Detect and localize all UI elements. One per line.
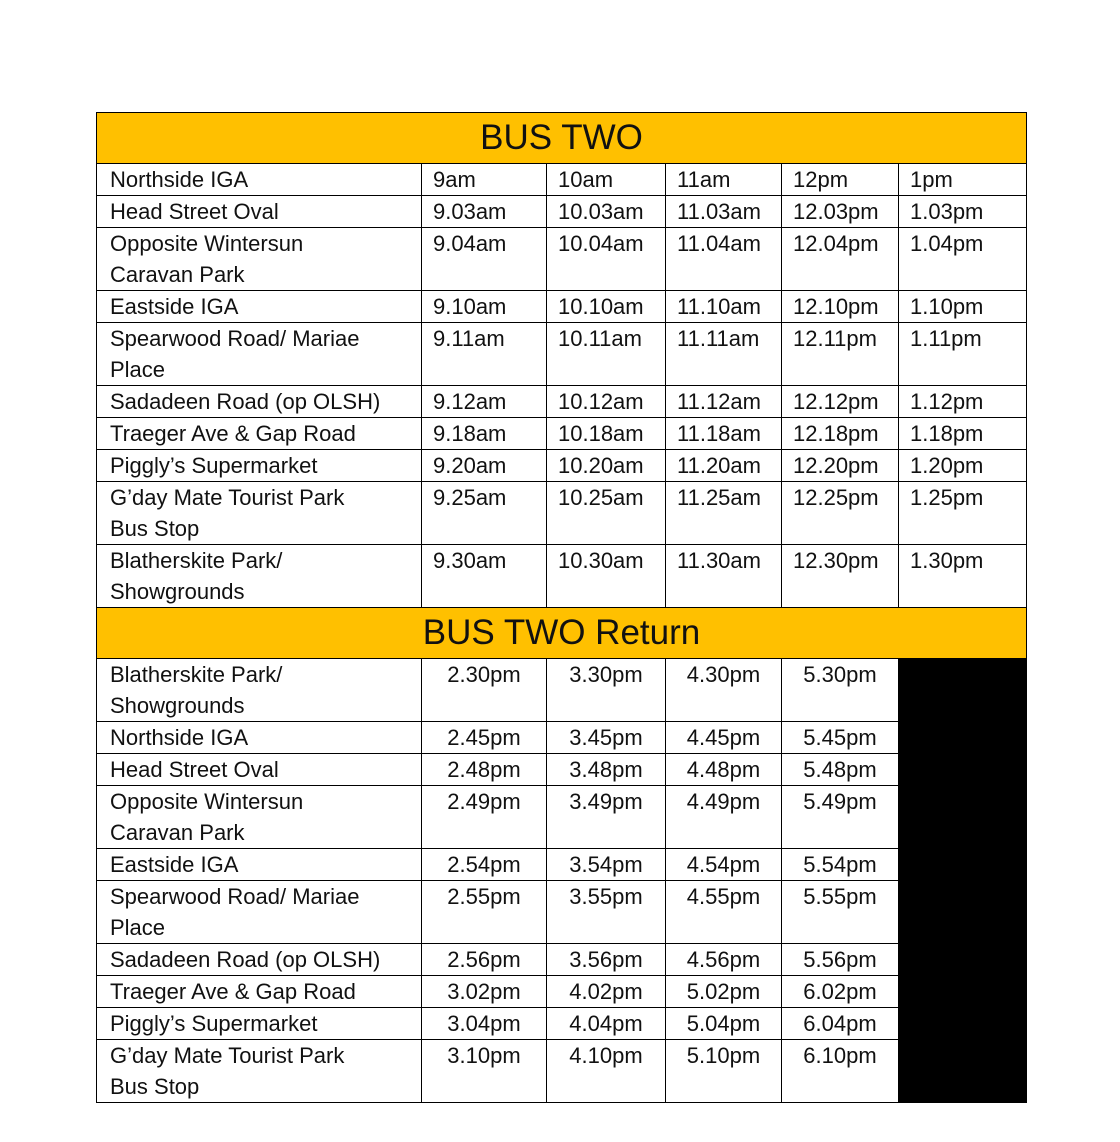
blackout-cell (899, 1008, 1027, 1040)
stop-time: 9.03am (422, 196, 547, 228)
stop-time: 11.20am (666, 450, 782, 482)
stop-time: 12.10pm (782, 291, 899, 323)
stop-name: Traeger Ave & Gap Road (97, 418, 422, 450)
stop-time: 3.10pm (422, 1040, 547, 1103)
table-row (97, 196, 1027, 228)
stop-time: 11.25am (666, 482, 782, 545)
stop-time: 5.02pm (666, 976, 782, 1008)
table-row (97, 849, 1027, 881)
stop-time: 3.04pm (422, 1008, 547, 1040)
table-row (97, 1008, 1027, 1040)
table-row (97, 722, 1027, 754)
stop-time: 2.56pm (422, 944, 547, 976)
stop-time: 9.04am (422, 228, 547, 291)
stop-time: 3.02pm (422, 976, 547, 1008)
stop-time: 4.54pm (666, 849, 782, 881)
stop-time: 2.30pm (422, 659, 547, 722)
stop-time: 9.30am (422, 545, 547, 608)
table-row (97, 450, 1027, 482)
table-row (97, 323, 1027, 386)
stop-time: 12.12pm (782, 386, 899, 418)
stop-time: 6.02pm (782, 976, 899, 1008)
stop-time: 4.02pm (547, 976, 666, 1008)
stop-time: 3.49pm (547, 786, 666, 849)
stop-name: Blatherskite Park/ Showgrounds (97, 545, 422, 608)
table-row (97, 659, 1027, 722)
stop-time: 2.54pm (422, 849, 547, 881)
stop-time: 3.45pm (547, 722, 666, 754)
stop-name: Eastside IGA (97, 849, 422, 881)
stop-time: 3.48pm (547, 754, 666, 786)
stop-time: 10.11am (547, 323, 666, 386)
table-row (97, 482, 1027, 545)
stop-time: 10.10am (547, 291, 666, 323)
stop-time: 3.30pm (547, 659, 666, 722)
stop-name: Northside IGA (97, 722, 422, 754)
stop-time: 11.11am (666, 323, 782, 386)
stop-time: 9.10am (422, 291, 547, 323)
table-row (97, 228, 1027, 291)
bus-two-departure-row (97, 164, 1027, 196)
stop-time: 5.55pm (782, 881, 899, 944)
stop-time: 5.48pm (782, 754, 899, 786)
blackout-cell (899, 786, 1027, 849)
departure-hour: 1pm (899, 164, 1027, 196)
bus-two-return-title: BUS TWO Return (97, 608, 1027, 659)
stop-time: 5.30pm (782, 659, 899, 722)
departure-hour: 9am (422, 164, 547, 196)
table-row (97, 291, 1027, 323)
stop-time: 4.10pm (547, 1040, 666, 1103)
stop-time: 10.18am (547, 418, 666, 450)
stop-time: 1.20pm (899, 450, 1027, 482)
stop-name: Sadadeen Road (op OLSH) (97, 944, 422, 976)
stop-name: Head Street Oval (97, 754, 422, 786)
stop-time: 11.04am (666, 228, 782, 291)
table-row (97, 386, 1027, 418)
stop-time: 11.18am (666, 418, 782, 450)
stop-time: 12.30pm (782, 545, 899, 608)
stop-time: 10.03am (547, 196, 666, 228)
table-row (97, 1040, 1027, 1103)
bus-timetable (96, 112, 1027, 1103)
stop-time: 11.12am (666, 386, 782, 418)
stop-name: Head Street Oval (97, 196, 422, 228)
stop-time: 11.10am (666, 291, 782, 323)
stop-time: 1.11pm (899, 323, 1027, 386)
stop-name: Opposite Wintersun Caravan Park (97, 786, 422, 849)
departure-hour: 11am (666, 164, 782, 196)
stop-time: 9.18am (422, 418, 547, 450)
stop-name: Piggly’s Supermarket (97, 450, 422, 482)
table-row (97, 881, 1027, 944)
stop-time: 12.11pm (782, 323, 899, 386)
stop-time: 5.56pm (782, 944, 899, 976)
stop-time: 6.04pm (782, 1008, 899, 1040)
table-row (97, 545, 1027, 608)
stop-time: 1.18pm (899, 418, 1027, 450)
blackout-cell (899, 659, 1027, 722)
stop-time: 10.04am (547, 228, 666, 291)
stop-name: Opposite Wintersun Caravan Park (97, 228, 422, 291)
stop-time: 3.56pm (547, 944, 666, 976)
stop-time: 4.55pm (666, 881, 782, 944)
stop-time: 5.45pm (782, 722, 899, 754)
stop-time: 10.20am (547, 450, 666, 482)
blackout-cell (899, 754, 1027, 786)
stop-time: 4.48pm (666, 754, 782, 786)
table-row (97, 976, 1027, 1008)
stop-name: Spearwood Road/ Mariae Place (97, 323, 422, 386)
table-row (97, 944, 1027, 976)
stop-name: Spearwood Road/ Mariae Place (97, 881, 422, 944)
stop-name: Piggly’s Supermarket (97, 1008, 422, 1040)
stop-time: 12.20pm (782, 450, 899, 482)
stop-time: 1.25pm (899, 482, 1027, 545)
stop-name: Northside IGA (97, 164, 422, 196)
stop-time: 11.30am (666, 545, 782, 608)
stop-time: 12.18pm (782, 418, 899, 450)
stop-time: 11.03am (666, 196, 782, 228)
table-row (97, 786, 1027, 849)
stop-time: 2.49pm (422, 786, 547, 849)
stop-name: Blatherskite Park/ Showgrounds (97, 659, 422, 722)
stop-name: G’day Mate Tourist Park Bus Stop (97, 1040, 422, 1103)
stop-time: 2.45pm (422, 722, 547, 754)
stop-name: Eastside IGA (97, 291, 422, 323)
table-row (97, 754, 1027, 786)
stop-time: 1.03pm (899, 196, 1027, 228)
blackout-cell (899, 976, 1027, 1008)
table-row (97, 418, 1027, 450)
stop-time: 2.48pm (422, 754, 547, 786)
blackout-cell (899, 849, 1027, 881)
bus-two-header-row (97, 113, 1027, 164)
stop-time: 1.30pm (899, 545, 1027, 608)
stop-name: G’day Mate Tourist Park Bus Stop (97, 482, 422, 545)
blackout-cell (899, 1040, 1027, 1103)
stop-time: 12.25pm (782, 482, 899, 545)
stop-time: 4.30pm (666, 659, 782, 722)
stop-time: 5.10pm (666, 1040, 782, 1103)
stop-time: 9.12am (422, 386, 547, 418)
stop-time: 3.54pm (547, 849, 666, 881)
stop-time: 9.20am (422, 450, 547, 482)
stop-time: 10.12am (547, 386, 666, 418)
stop-name: Traeger Ave & Gap Road (97, 976, 422, 1008)
stop-time: 5.49pm (782, 786, 899, 849)
stop-time: 12.03pm (782, 196, 899, 228)
stop-time: 6.10pm (782, 1040, 899, 1103)
bus-two-title: BUS TWO (97, 113, 1027, 164)
stop-time: 4.04pm (547, 1008, 666, 1040)
stop-time: 10.30am (547, 545, 666, 608)
blackout-cell (899, 722, 1027, 754)
stop-time: 10.25am (547, 482, 666, 545)
stop-time: 9.11am (422, 323, 547, 386)
stop-time: 5.04pm (666, 1008, 782, 1040)
stop-time: 4.45pm (666, 722, 782, 754)
stop-time: 1.12pm (899, 386, 1027, 418)
stop-time: 4.56pm (666, 944, 782, 976)
stop-time: 9.25am (422, 482, 547, 545)
blackout-cell (899, 944, 1027, 976)
departure-hour: 12pm (782, 164, 899, 196)
stop-time: 1.10pm (899, 291, 1027, 323)
stop-time: 4.49pm (666, 786, 782, 849)
blackout-cell (899, 881, 1027, 944)
bus-two-return-header-row (97, 608, 1027, 659)
stop-time: 5.54pm (782, 849, 899, 881)
stop-time: 2.55pm (422, 881, 547, 944)
stop-time: 12.04pm (782, 228, 899, 291)
departure-hour: 10am (547, 164, 666, 196)
stop-name: Sadadeen Road (op OLSH) (97, 386, 422, 418)
stop-time: 3.55pm (547, 881, 666, 944)
stop-time: 1.04pm (899, 228, 1027, 291)
